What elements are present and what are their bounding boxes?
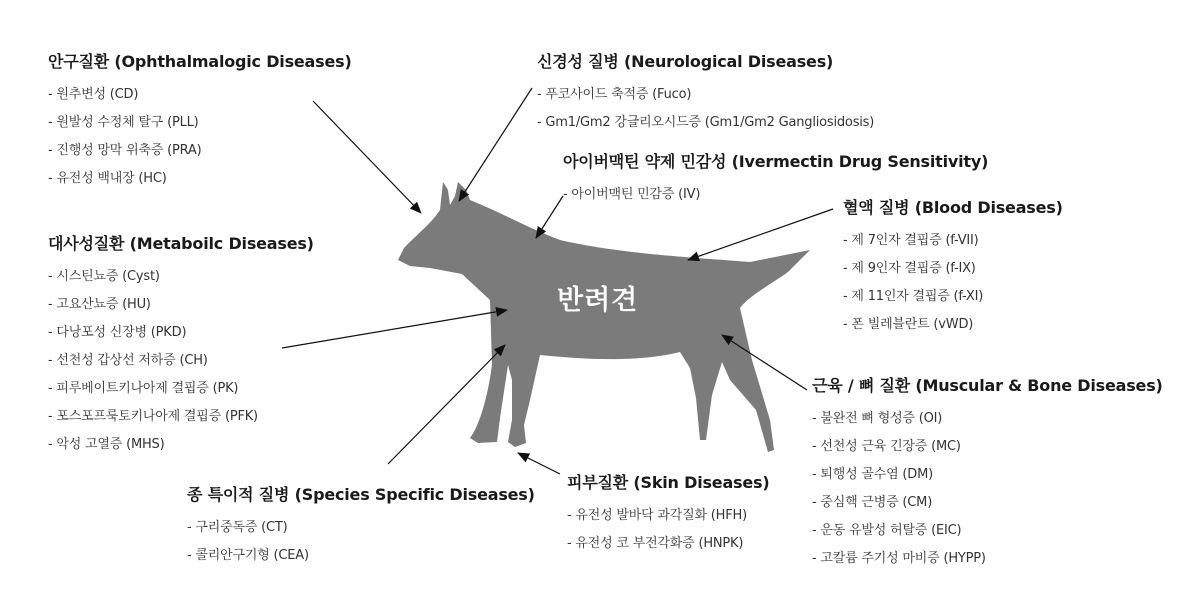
list-item: - 진행성 망막 위축증 (PRA) xyxy=(48,143,202,158)
list-item: - 피루베이트키나아제 결핍증 (PK) xyxy=(48,381,239,396)
list-item: - 고칼륨 주기성 마비증 (HYPP) xyxy=(812,551,986,566)
list-item: - 푸코사이드 축적증 (Fuco) xyxy=(537,87,692,102)
list-item: - 불완전 뼈 형성증 (OI) xyxy=(812,411,943,426)
list-item: - 구리중독증 (CT) xyxy=(187,520,288,535)
list-item: - Gm1/Gm2 강글리오시드증 (Gm1/Gm2 Gangliosidosis) xyxy=(537,115,875,130)
list-item: - 제 11인자 결핍증 (f-XI) xyxy=(843,289,984,304)
list-item: - 원발성 수정체 탈구 (PLL) xyxy=(48,115,199,130)
list-item: - 퇴행성 골수염 (DM) xyxy=(812,467,934,482)
arrow-neurological xyxy=(459,88,532,201)
list-item: - 선천성 갑상선 저하증 (CH) xyxy=(48,353,208,368)
list-item: - 콜리안구기형 (CEA) xyxy=(187,548,309,563)
group-title: 혈액 질병 (Blood Diseases) xyxy=(843,198,1063,217)
list-item: - 선천성 근육 긴장증 (MC) xyxy=(812,439,961,454)
list-item: - 제 9인자 결핍증 (f-IX) xyxy=(843,261,976,276)
list-item: - 악성 고열증 (MHS) xyxy=(48,437,165,452)
group-title: 종 특이적 질병 (Species Specific Diseases) xyxy=(187,485,535,504)
arrow-ivermectin xyxy=(536,196,563,238)
group-blood xyxy=(843,195,1063,339)
list-item: - 다낭포성 신장병 (PKD) xyxy=(48,325,187,340)
dog-silhouette xyxy=(398,182,810,452)
group-title: 안구질환 (Ophthalmalogic Diseases) xyxy=(48,52,352,71)
list-item: - 유전성 코 부전각화증 (HNPK) xyxy=(567,536,744,551)
list-item: - 운동 유발성 허탈증 (EIC) xyxy=(812,523,962,538)
group-species-specific xyxy=(187,482,535,570)
group-metabolic xyxy=(48,231,314,459)
list-item: - 시스틴뇨증 (Cyst) xyxy=(48,269,160,284)
group-title: 근육 / 뼈 질환 (Muscular & Bone Diseases) xyxy=(812,376,1163,395)
arrow-blood xyxy=(688,209,833,260)
list-item: - 포스포프룩토키나아제 결핍증 (PFK) xyxy=(48,409,258,424)
arrow-metabolic xyxy=(282,310,507,348)
list-item: - 유전성 발바닥 과각질화 (HFH) xyxy=(567,508,747,523)
group-muscular xyxy=(812,373,1163,573)
list-item: - 유전성 백내장 (HC) xyxy=(48,171,167,186)
group-neurological xyxy=(537,49,874,137)
group-ophthalmologic xyxy=(48,49,352,193)
arrow-skin xyxy=(518,453,560,474)
list-item: - 폰 빌레블란트 (vWD) xyxy=(843,317,974,332)
list-item: - 아이버맥틴 민감증 (IV) xyxy=(563,187,701,202)
list-item: - 중심핵 근병증 (CM) xyxy=(812,495,933,510)
group-title: 아이버맥틴 약제 민감성 (Ivermectin Drug Sensitivity) xyxy=(563,152,989,171)
group-title: 신경성 질병 (Neurological Diseases) xyxy=(537,52,834,71)
list-item: - 고요산뇨증 (HU) xyxy=(48,297,151,312)
group-title: 대사성질환 (Metaboilc Diseases) xyxy=(48,234,314,253)
list-item: - 원추변성 (CD) xyxy=(48,87,139,102)
group-title: 피부질환 (Skin Diseases) xyxy=(567,473,770,492)
list-item: - 제 7인자 결핍증 (f-VII) xyxy=(843,233,979,248)
group-skin xyxy=(567,470,769,558)
center-label: 반려견 xyxy=(557,285,639,316)
